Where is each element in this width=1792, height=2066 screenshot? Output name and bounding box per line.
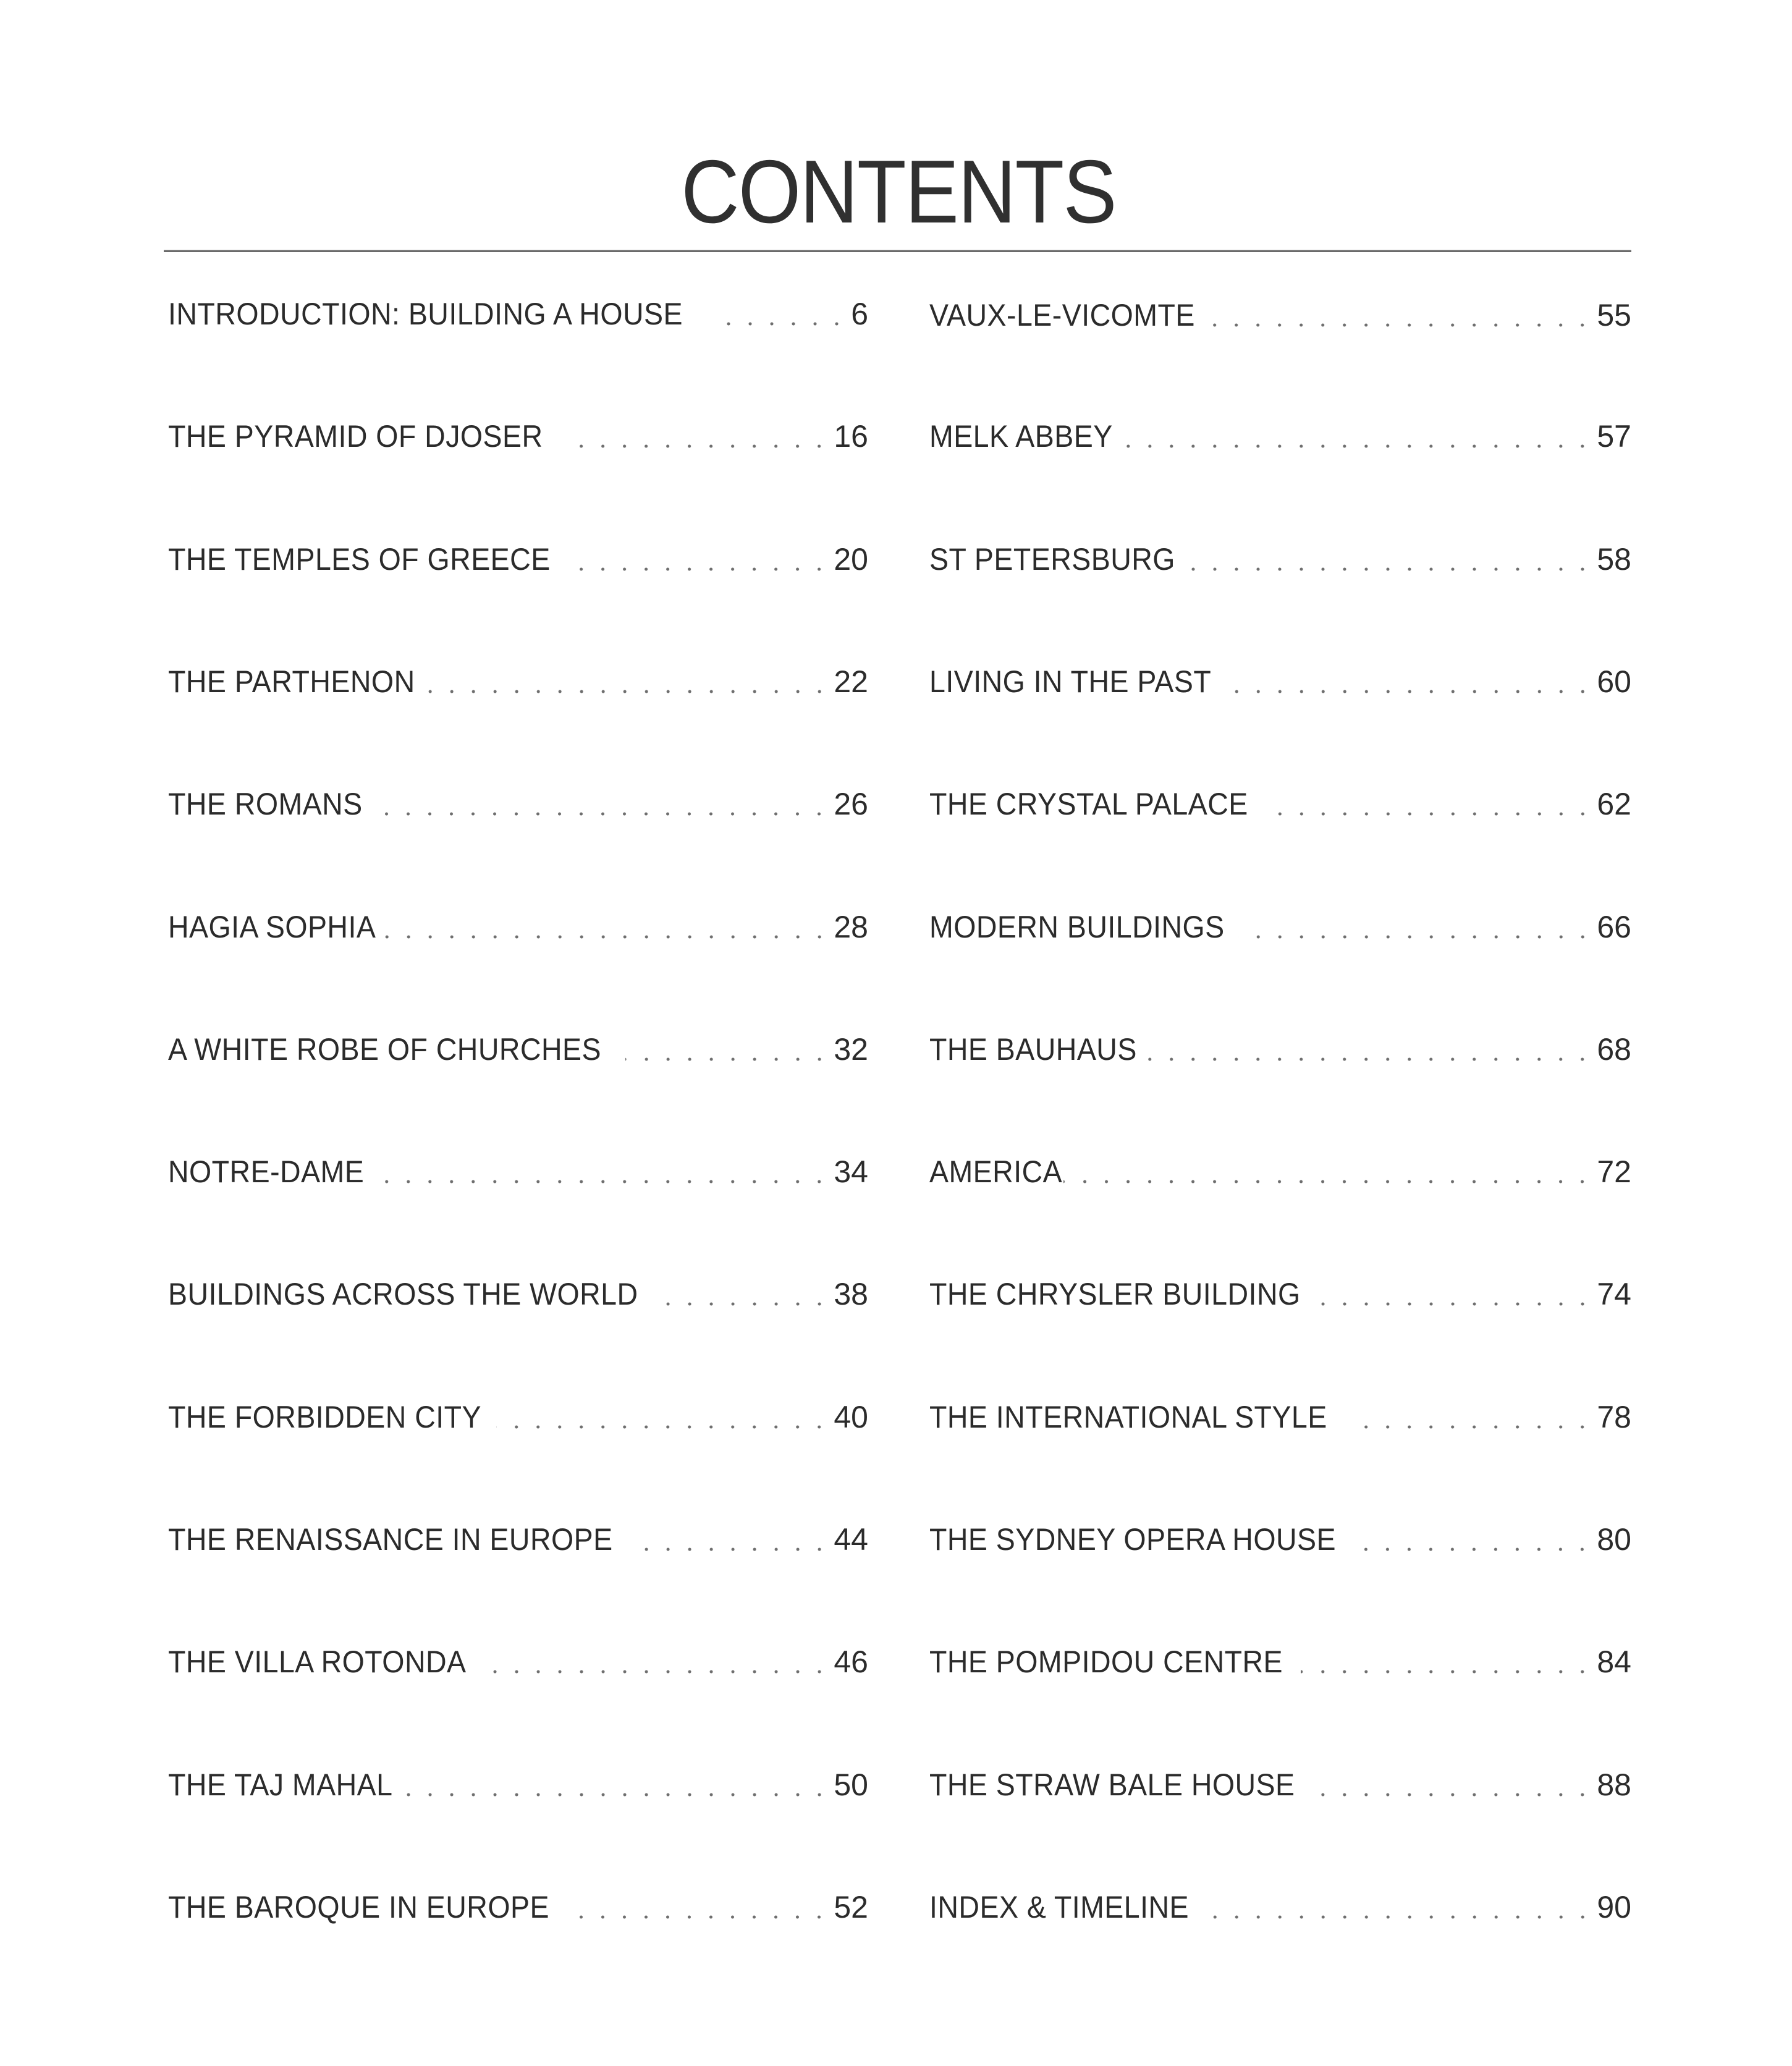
toc-entry[interactable] (929, 297, 1631, 334)
dot-leader (1118, 444, 1593, 448)
toc-entry[interactable] (929, 785, 1631, 823)
toc-entry-title: VAUX-LE-VICOMTE (929, 298, 1195, 332)
dot-leader (1314, 1793, 1593, 1797)
dot-leader (625, 1057, 830, 1061)
toc-entry-page: 28 (834, 910, 868, 944)
page-title: CONTENTS (681, 142, 1116, 242)
dot-leader (1238, 935, 1594, 939)
toc-entry-page: 60 (1597, 664, 1631, 699)
toc-entry[interactable] (929, 541, 1631, 578)
toc-entry-page: 90 (1597, 1890, 1631, 1924)
toc-entry[interactable] (929, 1031, 1631, 1068)
toc-entry[interactable] (929, 418, 1631, 455)
dot-leader (1301, 1670, 1593, 1674)
toc-entry-page: 16 (834, 419, 868, 454)
toc-entry-page: 40 (834, 1400, 868, 1434)
dot-leader (665, 1302, 830, 1306)
toc-entry-page: 22 (834, 664, 868, 699)
dot-leader (368, 812, 830, 816)
toc-entry-page: 72 (1597, 1154, 1631, 1189)
toc-entry[interactable] (929, 1153, 1631, 1190)
toc-entry[interactable] (929, 1521, 1631, 1558)
toc-entry-title: A WHITE ROBE OF CHURCHES (168, 1032, 601, 1067)
toc-entry-title: THE TAJ MAHAL (168, 1768, 393, 1802)
toc-entry-page: 80 (1597, 1522, 1631, 1557)
toc-entry-title: THE FORBIDDEN CITY (168, 1400, 481, 1434)
toc-entry-title: THE RENAISSANCE IN EUROPE (168, 1522, 613, 1557)
dot-leader (401, 1793, 830, 1797)
toc-entry-title: HAGIA SOPHIA (168, 910, 376, 944)
toc-entry[interactable] (929, 1399, 1631, 1436)
toc-entry[interactable] (168, 1889, 868, 1926)
toc-entry-page: 66 (1597, 910, 1631, 944)
dot-leader (562, 444, 830, 448)
toc-entry-page: 46 (834, 1645, 868, 1679)
dot-leader (1348, 1425, 1593, 1429)
toc-entry[interactable] (168, 1399, 868, 1436)
toc-entry-page: 58 (1597, 542, 1631, 577)
toc-entry-page: 38 (834, 1277, 868, 1311)
dot-leader (1144, 1057, 1593, 1061)
toc-entry[interactable] (168, 1766, 868, 1803)
toc-entry-page: 62 (1597, 787, 1631, 821)
toc-entry-title: NOTRE-DAME (168, 1154, 365, 1189)
toc-entry-title: THE PARTHENON (168, 664, 415, 699)
toc-entry-title: THE SYDNEY OPERA HOUSE (929, 1522, 1336, 1557)
dot-leader (370, 1180, 830, 1183)
toc-entry[interactable] (929, 663, 1631, 700)
toc-entry[interactable] (168, 785, 868, 823)
toc-entry-page: 88 (1597, 1768, 1631, 1802)
toc-entry-title: LIVING IN THE PAST (929, 664, 1212, 699)
dot-leader (480, 1670, 830, 1674)
toc-entry-title: BUILDINGS ACROSS THE WORLD (168, 1277, 638, 1311)
dot-leader (1264, 812, 1594, 816)
toc-entry-title: INTRODUCTION: BUILDING A HOUSE (168, 297, 683, 331)
toc-entry[interactable] (168, 908, 868, 946)
dot-leader (1200, 1915, 1594, 1919)
toc-entry-title: THE STRAW BALE HOUSE (929, 1768, 1295, 1802)
dot-leader (383, 935, 830, 939)
title-divider (164, 250, 1631, 252)
toc-entry-page: 55 (1597, 298, 1631, 332)
dot-leader (496, 1425, 830, 1429)
toc-entry-title: THE BAROQUE IN EUROPE (168, 1890, 549, 1924)
dot-leader (1206, 323, 1593, 327)
dot-leader (1224, 690, 1594, 693)
toc-entry-page: 32 (834, 1032, 868, 1067)
toc-entry-page: 34 (834, 1154, 868, 1189)
toc-entry-title: THE ROMANS (168, 787, 363, 821)
toc-entry[interactable] (168, 295, 868, 332)
toc-entry-page: 68 (1597, 1032, 1631, 1067)
toc-entry-title: ST PETERSBURG (929, 542, 1175, 577)
toc-entry[interactable] (168, 1153, 868, 1190)
toc-entry[interactable] (929, 1766, 1631, 1803)
dot-leader (713, 322, 848, 326)
toc-entry-title: AMERICA (929, 1154, 1063, 1189)
toc-entry[interactable] (168, 1643, 868, 1680)
toc-entry-title: THE VILLA ROTONDA (168, 1645, 467, 1679)
dot-leader (425, 690, 830, 693)
toc-entry-page: 50 (834, 1768, 868, 1802)
toc-entry-title: MELK ABBEY (929, 419, 1113, 454)
toc-entry-page: 6 (851, 297, 868, 331)
dot-leader (1185, 567, 1593, 571)
toc-entry-title: THE CRYSTAL PALACE (929, 787, 1248, 821)
dot-leader (638, 1547, 830, 1551)
toc-entry-page: 26 (834, 787, 868, 821)
toc-entry[interactable] (929, 1889, 1631, 1926)
dot-leader (1063, 1180, 1593, 1183)
toc-entry[interactable] (929, 1276, 1631, 1313)
toc-entry[interactable] (168, 1031, 868, 1068)
toc-entry-title: THE TEMPLES OF GREECE (168, 542, 551, 577)
toc-entry[interactable] (168, 663, 868, 700)
toc-entry-title: THE POMPIDOU CENTRE (929, 1645, 1283, 1679)
toc-entry-title: INDEX & TIMELINE (929, 1890, 1190, 1924)
toc-entry-page: 20 (834, 542, 868, 577)
toc-entry[interactable] (168, 1276, 868, 1313)
toc-entry-title: THE INTERNATIONAL STYLE (929, 1400, 1327, 1434)
dot-leader (570, 567, 830, 571)
toc-entry-page: 84 (1597, 1645, 1631, 1679)
toc-entry-title: THE CHRYSLER BUILDING (929, 1277, 1301, 1311)
toc-entry[interactable] (929, 1643, 1631, 1680)
toc-entry-title: THE PYRAMID OF DJOSER (168, 419, 543, 454)
toc-entry[interactable] (929, 908, 1631, 946)
toc-entry[interactable] (168, 418, 868, 455)
toc-entry-page: 78 (1597, 1400, 1631, 1434)
toc-entry-page: 44 (834, 1522, 868, 1557)
dot-leader (1320, 1302, 1594, 1306)
toc-entry[interactable] (168, 1521, 868, 1558)
dot-leader (569, 1915, 830, 1919)
toc-entry-title: THE BAUHAUS (929, 1032, 1137, 1067)
dot-leader (1358, 1547, 1593, 1551)
toc-entry-title: MODERN BUILDINGS (929, 910, 1225, 944)
toc-entry-page: 52 (834, 1890, 868, 1924)
toc-entry[interactable] (168, 541, 868, 578)
toc-entry-page: 74 (1597, 1277, 1631, 1311)
toc-entry-page: 57 (1597, 419, 1631, 454)
